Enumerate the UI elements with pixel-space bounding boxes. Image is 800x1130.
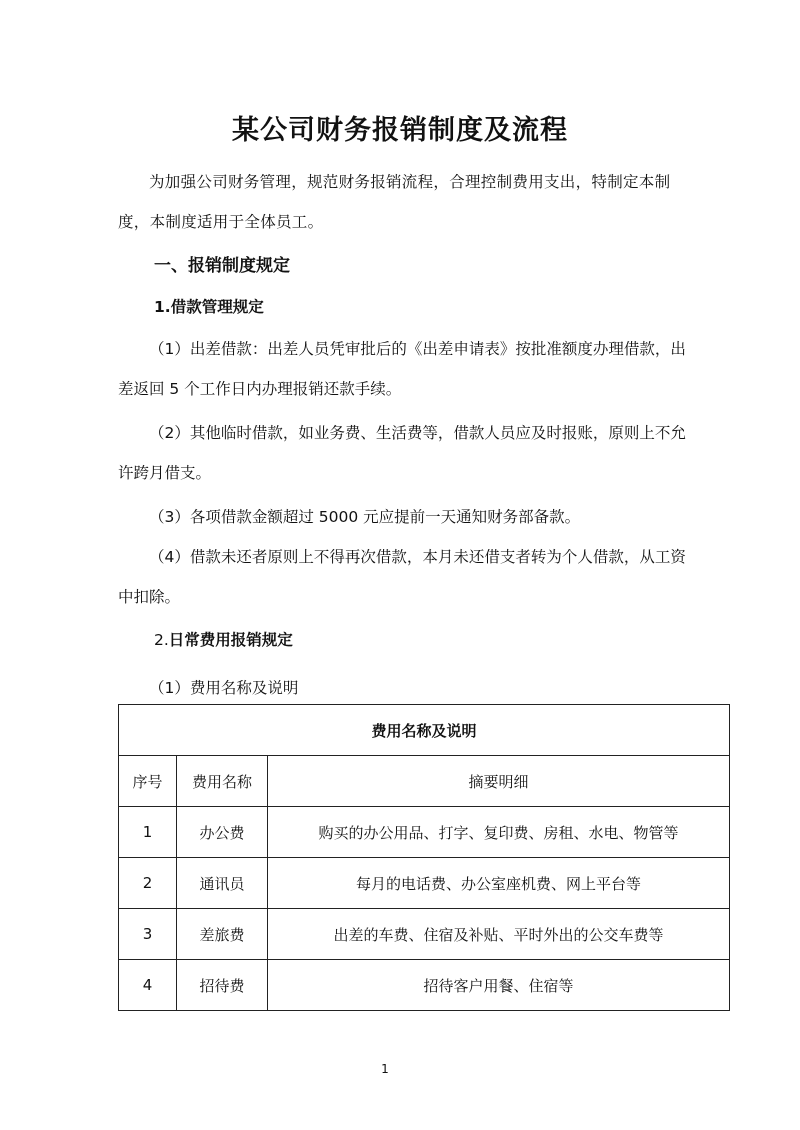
subsection-title: 日常费用报销规定 xyxy=(168,631,293,649)
list-item: （2）其他临时借款，如业务费、生活费等，借款人员应及时报账，原则上不允许跨月借支。 xyxy=(118,424,686,482)
intro-paragraph: 为加强公司财务管理，规范财务报销流程，合理控制费用支出，特制定本制度，本制度适用于全体员工。 xyxy=(118,173,671,231)
expense-table xyxy=(118,704,730,1011)
table-row xyxy=(119,858,730,909)
table-cell: 招待费 xyxy=(177,960,268,1011)
page-title: 某公司财务报销制度及流程 xyxy=(232,115,568,146)
list-item: （4）借款未还者原则上不得再次借款，本月未还借支者转为个人借款，从工资中扣除。 xyxy=(118,548,686,606)
table-cell: 通讯员 xyxy=(177,858,268,909)
table-row xyxy=(119,960,730,1011)
table-cell: 招待客户用餐、住宿等 xyxy=(268,960,730,1011)
table-cell: 1 xyxy=(119,807,177,858)
page-number: 1 xyxy=(381,1062,389,1076)
column-header: 摘要明细 xyxy=(268,756,730,807)
list-item: （1）出差借款：出差人员凭审批后的《出差申请表》按批准额度办理借款，出差返回 5 个工作日内办理报销还款手续。 xyxy=(118,340,686,398)
column-header: 费用名称 xyxy=(177,756,268,807)
subsection-title: 借款管理规定 xyxy=(170,298,264,316)
table-row xyxy=(119,909,730,960)
subsection-heading-expense xyxy=(154,628,293,650)
column-header: 序号 xyxy=(119,756,177,807)
subsection-heading-loan xyxy=(154,295,264,317)
table-caption: 费用名称及说明 xyxy=(119,705,730,756)
table-cell: 购买的办公用品、打字、复印费、房租、水电、物管等 xyxy=(268,807,730,858)
table-cell: 2 xyxy=(119,858,177,909)
table-cell: 差旅费 xyxy=(177,909,268,960)
sub-list-item: （1）费用名称及说明 xyxy=(149,679,299,697)
table-header-row xyxy=(119,756,730,807)
subsection-number: 2. xyxy=(154,631,169,649)
table-row xyxy=(119,807,730,858)
list-item: （3）各项借款金额超过 5000 元应提前一天通知财务部备款。 xyxy=(149,508,581,526)
table-cell: 办公费 xyxy=(177,807,268,858)
table-cell: 4 xyxy=(119,960,177,1011)
table-cell: 3 xyxy=(119,909,177,960)
section-heading-1: 一、报销制度规定 xyxy=(154,256,290,276)
table-cell: 每月的电话费、办公室座机费、网上平台等 xyxy=(268,858,730,909)
table-cell: 出差的车费、住宿及补贴、平时外出的公交车费等 xyxy=(268,909,730,960)
subsection-number: 1. xyxy=(154,298,171,316)
